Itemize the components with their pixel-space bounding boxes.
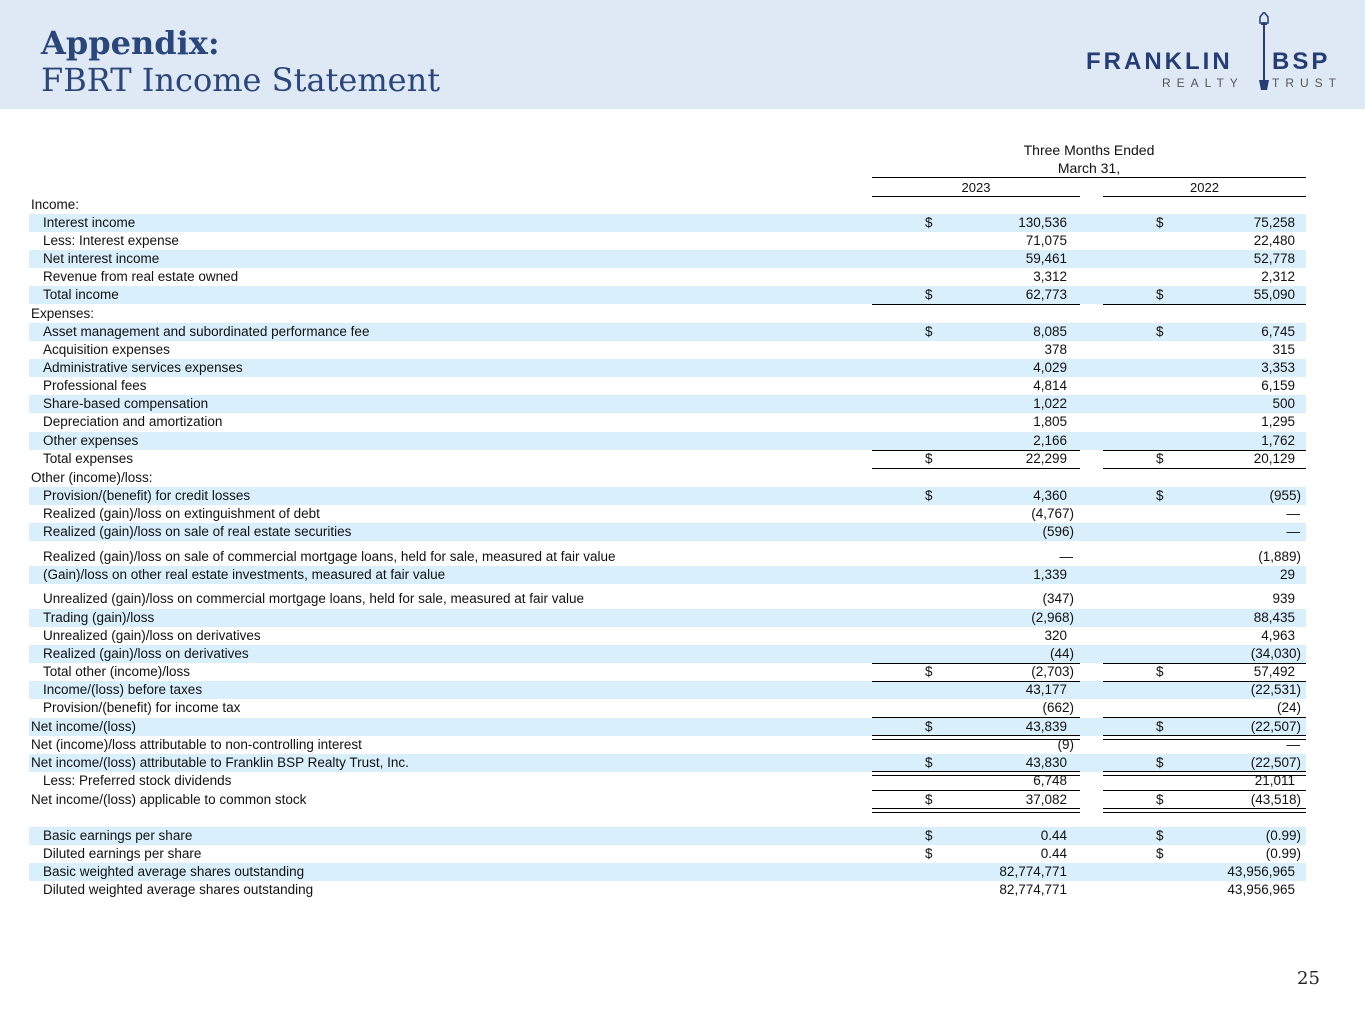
value-2023: 0.44 [1040, 828, 1067, 843]
row-label: Net income/(loss) [31, 719, 137, 734]
total-rule [872, 468, 1080, 469]
lamppost-icon [1255, 12, 1273, 90]
value-2023: 378 [1044, 342, 1067, 357]
row-label: (Gain)/loss on other real estate investments, measured at fair value [43, 567, 446, 582]
logo-word-trust: TRUST [1272, 76, 1342, 90]
table-row [29, 487, 1306, 505]
currency-symbol-2023: $ [925, 828, 933, 843]
value-2023: (2,703) [1031, 664, 1074, 679]
row-label: Net income/(loss) applicable to common stock [31, 792, 307, 807]
period-header-rule [872, 177, 1306, 178]
value-2022: — [1286, 737, 1300, 752]
row-label: Acquisition expenses [43, 342, 170, 357]
row-label: Net income/(loss) attributable to Franklin BSP Realty Trust, Inc. [31, 755, 409, 770]
value-2022: 29 [1279, 567, 1295, 582]
value-2022: 20,129 [1253, 451, 1295, 466]
value-2023: 22,299 [1025, 451, 1067, 466]
currency-symbol-2023: $ [925, 846, 933, 861]
value-2022: 1,762 [1261, 433, 1295, 448]
table-row [29, 863, 1306, 881]
table-row [29, 286, 1306, 304]
row-label: Total income [43, 287, 119, 302]
currency-symbol-2022: $ [1156, 755, 1164, 770]
value-2023: (44) [1049, 646, 1074, 661]
row-label: Realized (gain)/loss on sale of real estate securities [43, 524, 352, 539]
table-row [29, 395, 1306, 413]
value-2023: (4,767) [1031, 506, 1074, 521]
table-row [29, 268, 1306, 286]
value-2023: 0.44 [1040, 846, 1067, 861]
currency-symbol-2022: $ [1156, 324, 1164, 339]
slide-header [0, 0, 1365, 109]
currency-symbol-2023: $ [925, 755, 933, 770]
year-2022-header: 2022 [1190, 180, 1219, 195]
value-2023: 4,360 [1033, 488, 1067, 503]
currency-symbol-2023: $ [925, 664, 933, 679]
row-label: Realized (gain)/loss on derivatives [43, 646, 249, 661]
row-label: Expenses: [31, 306, 95, 321]
currency-symbol-2023: $ [925, 324, 933, 339]
value-2022: — [1286, 506, 1300, 521]
period-header-line2: March 31, [1057, 160, 1121, 176]
row-label: Basic weighted average shares outstanding [43, 864, 305, 879]
table-row [29, 718, 1306, 736]
value-2022: (43,518) [1250, 792, 1301, 807]
total-rule [872, 681, 1080, 682]
value-2023: (347) [1042, 591, 1074, 606]
row-label: Income: [31, 197, 80, 212]
slide-subtitle: FBRT Income Statement [41, 61, 441, 99]
table-row [29, 505, 1306, 523]
row-label: Unrealized (gain)/loss on commercial mortgage loans, held for sale, measured at fair value [43, 591, 585, 606]
value-2023: 2,166 [1033, 433, 1067, 448]
table-row [29, 663, 1306, 681]
currency-symbol-2022: $ [1156, 451, 1164, 466]
currency-symbol-2022: $ [1156, 792, 1164, 807]
value-2023: 1,339 [1033, 567, 1067, 582]
value-2023: 1,022 [1033, 396, 1067, 411]
value-2023: 8,085 [1033, 324, 1067, 339]
row-label: Depreciation and amortization [43, 414, 223, 429]
value-2022: (0.99) [1265, 846, 1301, 861]
value-2023: 43,177 [1025, 682, 1067, 697]
row-label: Less: Preferred stock dividends [43, 773, 232, 788]
table-row [29, 548, 1306, 566]
row-label: Asset management and subordinated performance fee [43, 324, 370, 339]
value-2022: (22,507) [1250, 719, 1301, 734]
currency-symbol-2023: $ [925, 451, 933, 466]
logo-word-franklin: FRANKLIN [1086, 48, 1233, 75]
total-rule [1103, 681, 1306, 682]
row-label: Administrative services expenses [43, 360, 243, 375]
year-2023-header: 2023 [961, 180, 991, 195]
table-row [29, 432, 1306, 450]
row-label: Provision/(benefit) for credit losses [43, 488, 251, 503]
value-2022: 315 [1272, 342, 1295, 357]
value-2023: (662) [1042, 700, 1074, 715]
value-2022: 55,090 [1253, 287, 1295, 302]
currency-symbol-2022: $ [1156, 846, 1164, 861]
currency-symbol-2022: $ [1156, 664, 1164, 679]
table-row [29, 627, 1306, 645]
table-row [29, 250, 1306, 268]
value-2022: 3,353 [1261, 360, 1295, 375]
table-row [29, 341, 1306, 359]
table-row [29, 699, 1306, 717]
value-2022: 21,011 [1254, 773, 1295, 788]
table-row [29, 214, 1306, 232]
row-label: Realized (gain)/loss on extinguishment of debt [43, 506, 320, 521]
table-row [29, 377, 1306, 395]
table-row [29, 305, 1306, 323]
value-2023: 82,774,771 [999, 864, 1067, 879]
table-row [29, 609, 1306, 627]
value-2022: 52,778 [1253, 251, 1295, 266]
total-rule [872, 304, 1080, 305]
row-label: Provision/(benefit) for income tax [43, 700, 241, 715]
value-2022: — [1286, 524, 1300, 539]
value-2023: 43,839 [1025, 719, 1067, 734]
currency-symbol-2022: $ [1156, 215, 1164, 230]
value-2022: 43,956,965 [1227, 882, 1295, 897]
table-row [29, 413, 1306, 431]
table-row [29, 196, 1306, 214]
table-row [29, 681, 1306, 699]
currency-symbol-2023: $ [925, 719, 933, 734]
row-label: Revenue from real estate owned [43, 269, 239, 284]
slide-title: Appendix: [41, 24, 220, 62]
logo-word-realty: REALTY [1162, 76, 1244, 90]
currency-symbol-2023: $ [925, 792, 933, 807]
value-2023: 82,774,771 [999, 882, 1067, 897]
franklin-bsp-logo [1080, 12, 1350, 94]
value-2023: 4,029 [1033, 360, 1067, 375]
value-2022: (24) [1276, 700, 1301, 715]
value-2023: (2,968) [1031, 610, 1074, 625]
row-label: Interest income [43, 215, 136, 230]
value-2022: 939 [1272, 591, 1295, 606]
row-label: Basic earnings per share [43, 828, 193, 843]
row-label: Total other (income)/loss [43, 664, 191, 679]
currency-symbol-2023: $ [925, 215, 933, 230]
value-2022: 22,480 [1253, 233, 1295, 248]
value-2023: 130,536 [1018, 215, 1067, 230]
value-2023: 37,082 [1025, 792, 1067, 807]
currency-symbol-2022: $ [1156, 719, 1164, 734]
value-2023: 43,830 [1025, 755, 1067, 770]
total-rule [1103, 304, 1306, 305]
currency-symbol-2023: $ [925, 287, 933, 302]
table-row [29, 791, 1306, 809]
value-2023: — [1059, 549, 1073, 564]
currency-symbol-2022: $ [1156, 488, 1164, 503]
total-double-rule [872, 808, 1080, 813]
value-2022: 43,956,965 [1227, 864, 1295, 879]
value-2022: (22,507) [1250, 755, 1301, 770]
logo-word-bsp: BSP [1272, 48, 1331, 75]
row-label: Share-based compensation [43, 396, 209, 411]
row-label: Professional fees [43, 378, 147, 393]
value-2022: (1,889) [1258, 549, 1301, 564]
currency-symbol-2022: $ [1156, 828, 1164, 843]
value-2023: 3,312 [1033, 269, 1067, 284]
value-2023: 320 [1044, 628, 1067, 643]
value-2022: 500 [1272, 396, 1295, 411]
row-label: Less: Interest expense [43, 233, 179, 248]
row-label: Diluted weighted average shares outstanding [43, 882, 314, 897]
table-row [29, 566, 1306, 584]
table-row [29, 845, 1306, 863]
row-label: Other expenses [43, 433, 139, 448]
value-2023: 59,461 [1025, 251, 1067, 266]
table-row [29, 736, 1306, 754]
value-2022: 4,963 [1261, 628, 1295, 643]
value-2023: 1,805 [1033, 414, 1067, 429]
value-2022: (22,531) [1250, 682, 1301, 697]
currency-symbol-2023: $ [925, 488, 933, 503]
value-2022: 88,435 [1253, 610, 1295, 625]
row-label: Income/(loss) before taxes [43, 682, 203, 697]
table-row [29, 772, 1306, 790]
table-row [29, 881, 1306, 899]
row-label: Diluted earnings per share [43, 846, 202, 861]
value-2022: 6,745 [1261, 324, 1295, 339]
table-row [29, 523, 1306, 541]
row-label: Net (income)/loss attributable to non-controlling interest [31, 737, 362, 752]
value-2022: (34,030) [1250, 646, 1301, 661]
total-rule [1103, 468, 1306, 469]
value-2022: 2,312 [1261, 269, 1295, 284]
row-label: Total expenses [43, 451, 134, 466]
row-label: Unrealized (gain)/loss on derivatives [43, 628, 261, 643]
value-2023: 62,773 [1025, 287, 1067, 302]
row-label: Net interest income [43, 251, 160, 266]
value-2022: (0.99) [1265, 828, 1301, 843]
row-label: Other (income)/loss: [31, 470, 153, 485]
table-row [29, 469, 1306, 487]
value-2022: 75,258 [1253, 215, 1295, 230]
table-row [29, 754, 1306, 772]
table-row [29, 232, 1306, 250]
row-label: Trading (gain)/loss [43, 610, 155, 625]
total-double-rule [1103, 808, 1306, 813]
page-number: 25 [1297, 968, 1320, 989]
value-2023: 6,748 [1033, 773, 1067, 788]
row-label: Realized (gain)/loss on sale of commercial mortgage loans, held for sale, measured at fair value [43, 549, 616, 564]
value-2022: 57,492 [1253, 664, 1295, 679]
table-row [29, 827, 1306, 845]
table-row [29, 323, 1306, 341]
currency-symbol-2022: $ [1156, 287, 1164, 302]
value-2023: 4,814 [1033, 378, 1067, 393]
value-2022: 6,159 [1261, 378, 1295, 393]
table-row [29, 359, 1306, 377]
value-2022: (955) [1269, 488, 1301, 503]
value-2023: (596) [1042, 524, 1074, 539]
table-row [29, 645, 1306, 663]
value-2023: (9) [1057, 737, 1074, 752]
table-row [29, 450, 1306, 468]
table-row [29, 590, 1306, 608]
period-header-line1: Three Months Ended [1023, 142, 1155, 158]
value-2023: 71,075 [1025, 233, 1067, 248]
value-2022: 1,295 [1261, 414, 1295, 429]
